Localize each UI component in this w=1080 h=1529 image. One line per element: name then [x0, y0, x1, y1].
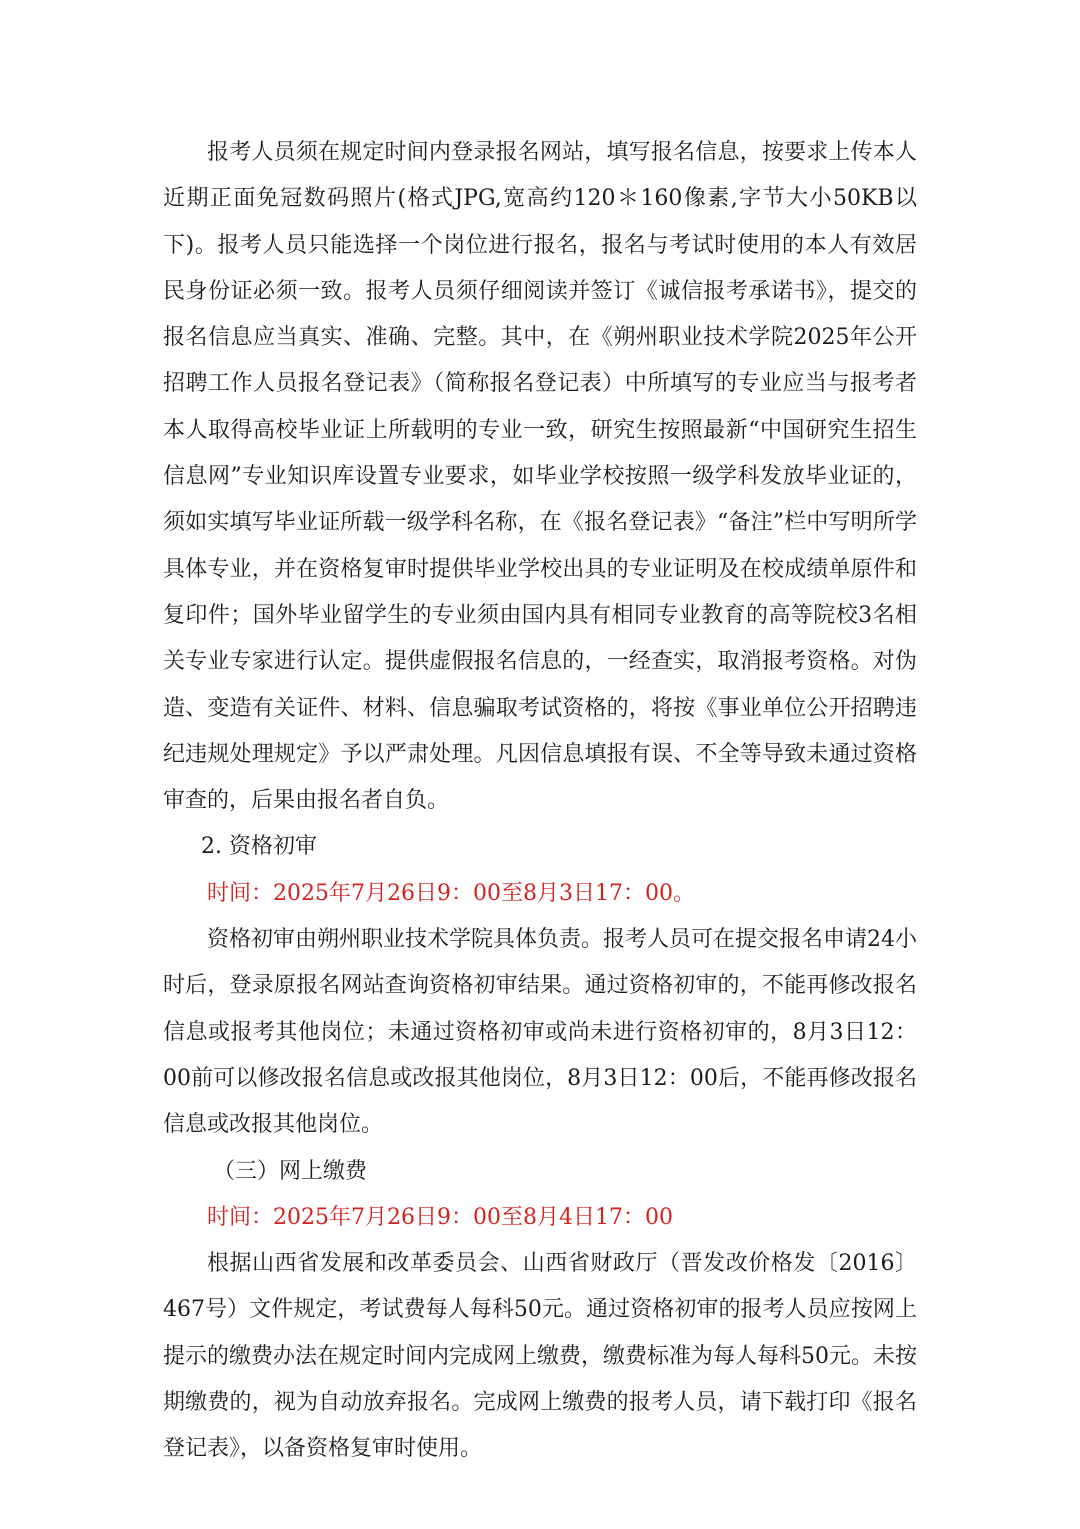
- preliminary-review-paragraph: 资格初审由朔州职业技术学院具体负责。报考人员可在提交报名申请24小时后，登录原报名网站查询资格初审结果。通过资格初审的，不能再修改报名信息或报考其他岗位；未通过资格初审或尚未进行资格初审的，8月3日12：00前可以修改报名信息或改报其他岗位，8月3日12：00后，不能再修改报名信息或改报其他岗位。: [163, 927, 917, 1138]
- preliminary-review-heading: 2. 资格初审: [201, 834, 317, 860]
- registration-paragraph: 报考人员须在规定时间内登录报名网站，填写报名信息，按要求上传本人近期正面免冠数码照片(格式JPG,宽高约120＊160像素,字节大小50KB以下)。报考人员只能选择一个岗位进行报名，报名与考试时使用的本人有效居民身份证必须一致。报考人员须仔细阅读并签订《诚信报考承诺书》，提交的报名信息应当真实、准确、完整。其中，在《朔州职业技术学院2025年公开招聘工作人员报名登记表》（简称报名登记表）中所填写的专业应当与报考者本人取得高校毕业证上所载明的专业一致，研究生按照最新“中国研究生招生信息网”专业知识库设置专业要求，如毕业学校按照一级学科发放毕业证的，须如实填写毕业证所载一级学科名称，在《报名登记表》“备注”栏中写明所学具体专业，并在资格复审时提供毕业学校出具的专业证明及在校成绩单原件和复印件；国外毕业留学生的专业须由国内具有相同专业教育的高等院校3名相关专业专家进行认定。提供虚假报名信息的，一经查实，取消报考资格。对伪造、变造有关证件、材料、信息骗取考试资格的，将按《事业单位公开招聘违纪违规处理规定》予以严肃处理。凡因信息填报有误、不全等导致未通过资格审查的，后果由报名者自负。: [163, 140, 917, 814]
- document-body: [163, 130, 917, 1473]
- online-payment-time: 时间：2025年7月26日9：00至8月4日17：00: [207, 1204, 673, 1230]
- preliminary-review-time: 时间：2025年7月26日9：00至8月3日17：00。: [207, 880, 695, 906]
- online-payment-heading: （三）网上缴费: [213, 1158, 368, 1184]
- online-payment-paragraph: 根据山西省发展和改革委员会、山西省财政厅（晋发改价格发〔2016〕467号）文件规定，考试费每人每科50元。通过资格初审的报考人员应按网上提示的缴费办法在规定时间内完成网上缴费，缴费标准为每人每科50元。未按期缴费的，视为自动放弃报名。完成网上缴费的报考人员，请下载打印《报名登记表》，以备资格复审时使用。: [163, 1251, 917, 1462]
